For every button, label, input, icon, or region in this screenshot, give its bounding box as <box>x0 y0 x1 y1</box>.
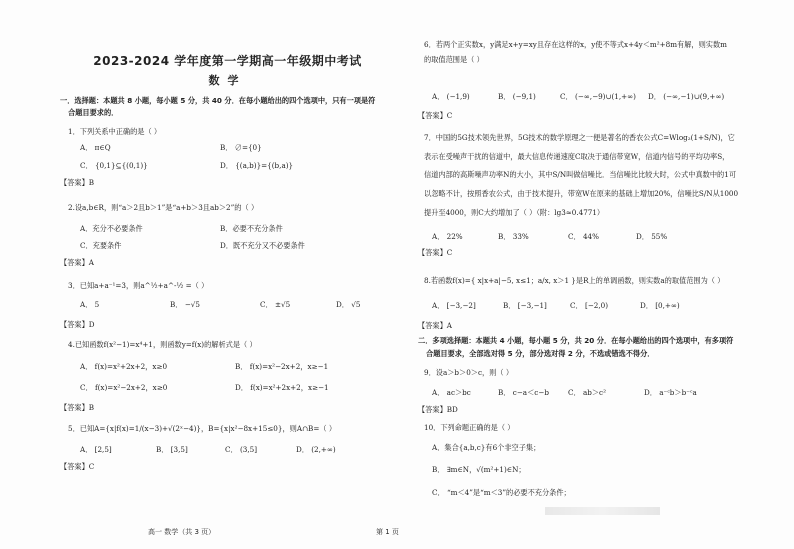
q3-option-a: A． 5 <box>80 300 100 309</box>
q10-option-c: C． “m＜4”是“m＜3”的必要不充分条件； <box>432 488 571 497</box>
q8-option-d: D． [0,+∞) <box>640 301 680 310</box>
q2-option-d: D．既不充分又不必要条件 <box>220 241 305 250</box>
q2-option-a: A．充分不必要条件 <box>80 224 143 233</box>
q8-answer: 【答案】A <box>418 321 452 330</box>
q1-answer: 【答案】B <box>60 178 95 187</box>
q3-option-c: C． ±√5 <box>260 300 291 309</box>
q3-option-b: B． −√5 <box>170 300 200 309</box>
q8-option-c: C． [−2,0) <box>570 301 609 310</box>
q3-stem: 3．已知a+a⁻¹=3，则a^½+a^-½ =（ ） <box>68 281 209 290</box>
q5-option-b: B． [3,5] <box>156 445 188 454</box>
q4-option-a: A． f(x)=x²+2x+2，x≥0 <box>80 362 168 371</box>
q8-line-1: 8.若函数f(x)={ x|x+a|−5, x≤1；a/x, x＞1 }是R上的单调函数，则实数a的取值范围为（ ） <box>424 276 725 285</box>
q4-answer: 【答案】B <box>60 403 95 412</box>
q6-option-b: B． (−9,1) <box>498 92 536 101</box>
q3-answer: 【答案】D <box>60 320 95 329</box>
q7-option-b: B． 33% <box>498 232 529 241</box>
q3-option-d: D． √5 <box>336 300 361 309</box>
q10-option-b: B． ∃m∈N，√(m²+1)∈N； <box>432 465 526 474</box>
q4-option-c: C． f(x)=x²−2x+2，x≥0 <box>80 383 168 392</box>
q1-option-d: D． {(a,b)}={(b,a)} <box>220 161 294 170</box>
exam-title: 2023-2024 学年度第一学期高一年级期中考试 <box>93 54 362 68</box>
q6-option-c: C． (−∞,−9)∪(1,+∞) <box>560 92 636 101</box>
q9-option-d: D． a⁻ᶜb＞b⁻ᶜa <box>644 388 697 397</box>
q9-stem: 9．设a＞b＞0＞c，则（ ） <box>424 368 514 377</box>
section-2-heading: 二．多项选择题：本题共 4 小题，每小题 5 分，共 20 分．在每小题给出的四个选项中，有多项符 <box>418 336 734 345</box>
q1-option-a: A． π∈Q <box>80 143 111 152</box>
q9-option-b: B． c−a＜c−b <box>498 388 549 397</box>
q7-option-d: D． 55% <box>636 232 668 241</box>
q1-option-b: B． ∅={0} <box>220 143 262 152</box>
q5-answer: 【答案】C <box>60 462 95 471</box>
q5-option-a: A． [2,5] <box>80 445 112 454</box>
q6-answer: 【答案】C <box>418 111 453 120</box>
q7-answer: 【答案】C <box>418 248 453 257</box>
scan-smudge <box>545 507 660 515</box>
q6-option-a: A． (−1,9) <box>432 92 470 101</box>
q9-option-c: C． ab＞c² <box>568 388 606 397</box>
q7-option-c: C． 44% <box>568 232 599 241</box>
section-1-heading: 一．选择题：本题共 8 小题，每小题 5 分，共 40 分．在每小题给出的四个选项中，只有一项是符 <box>60 96 376 105</box>
q4-stem: 4.已知函数f(x²−1)=x⁴+1，则函数y=f(x)的解析式是（ ） <box>68 340 257 349</box>
q2-answer: 【答案】A <box>60 258 94 267</box>
q5-stem: 5．已知A={x|f(x)=1/(x−3)+√(2ˣ−4)}，B={x|x²−8x+15≤0}，则A∩B=（ ） <box>68 424 337 433</box>
q5-option-d: D． (2,+∞) <box>296 445 336 454</box>
q1-stem: 1．下列关系中正确的是（ ） <box>68 127 162 136</box>
q10-stem: 10．下列命题正确的是（ ） <box>424 423 515 432</box>
q8-option-a: A． [−3,−2] <box>432 301 476 310</box>
q9-answer: 【答案】BD <box>418 405 458 414</box>
q2-option-b: B．必要不充分条件 <box>220 224 283 233</box>
q7-line-3: 信道内部的高斯噪声功率N的大小，其中S/N叫做信噪比．当信噪比比较大时，公式中真数中的1可 <box>424 170 737 179</box>
q6-line-1: 6．若两个正实数x，y满足x+y=xy且存在这样的x，y使不等式x+4y＜m²+8m有解，则实数m <box>424 40 727 49</box>
section-2-heading-cont: 合题目要求，全部选对得 5 分，部分选对得 2 分，不选或错选不得分． <box>426 349 655 358</box>
section-1-heading-cont: 合题目要求的． <box>68 108 119 117</box>
q4-option-d: D． f(x)=x²+2x+2，x≥−1 <box>235 383 329 392</box>
q4-option-b: B． f(x)=x²−2x+2，x≥−1 <box>235 362 329 371</box>
q8-option-b: B． [−3,−1] <box>503 301 547 310</box>
q7-option-a: A． 22% <box>432 232 463 241</box>
left-footer: 高一 数学（共 3 页） <box>148 528 216 536</box>
q5-option-c: C． (3,5] <box>225 445 258 454</box>
q10-option-a: A．集合{a,b,c}有6个非空子集； <box>432 443 541 452</box>
q7-line-2: 表示在受噪声干扰的信道中，最大信息传递速度C取决于通信带宽W，信道内信号的平均功率S， <box>424 152 730 161</box>
q9-option-a: A． ac＞bc <box>432 388 471 397</box>
q7-line-1: 7．中国的5G技术领先世界，5G技术的数学原理之一便是著名的香农公式C=Wlog₂(1+S/N)，它 <box>424 133 735 142</box>
page-number: 第 1 页 <box>376 528 399 536</box>
subject-title: 数学 <box>208 74 247 87</box>
q7-line-5: 提升至4000，则C大约增加了（ ）（附：lg3≈0.4771） <box>424 208 605 217</box>
q6-option-d: D． (−∞,−1)∪(9,+∞) <box>648 92 725 101</box>
q7-line-4: 以忽略不计，按照香农公式，由于技术提升，带宽W在原来的基础上增加20%，信噪比S/N从1000 <box>424 189 739 198</box>
q1-option-c: C． {0,1}⊆{(0,1)} <box>80 161 148 170</box>
q2-option-c: C．充要条件 <box>80 241 122 250</box>
q6-line-2: 的取值范围是（ ） <box>424 55 484 64</box>
q2-stem: 2.设a,b∈R，则“a＞2且b＞1”是“a+b＞3且ab＞2”的（ ） <box>68 203 259 212</box>
